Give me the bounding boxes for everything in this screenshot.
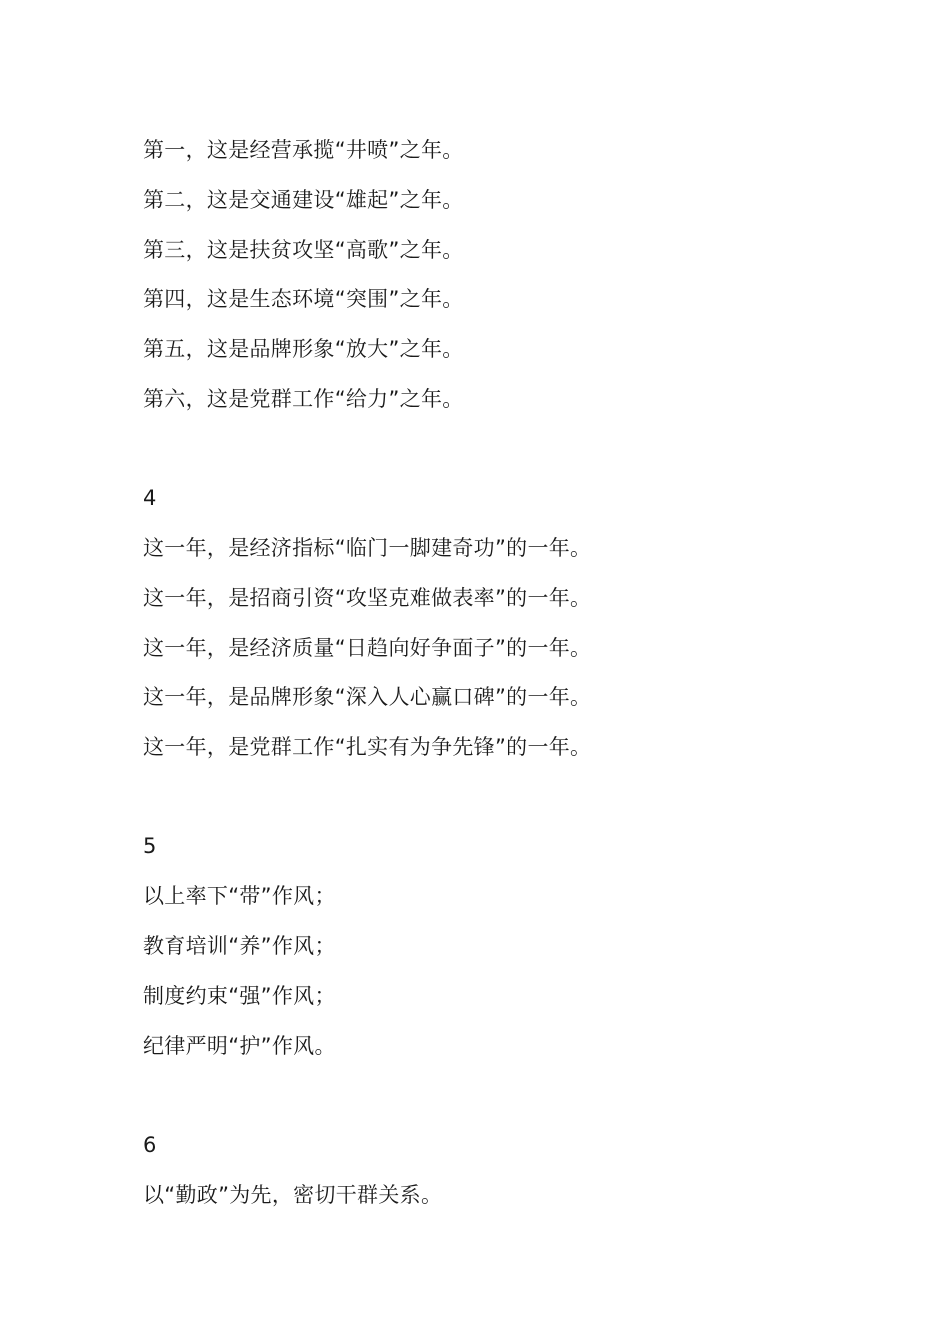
text-line: 这一年，是招商引资“攻坚克难做表率”的一年。 [143,586,592,610]
text-line: 第四，这是生态环境“突围”之年。 [143,287,464,311]
text-line: 第一，这是经营承揽“井喷”之年。 [143,138,464,162]
text-line: 这一年，是经济指标“临门一脚建奇功”的一年。 [143,536,592,560]
text-line: 第三，这是扶贫攻坚“高歌”之年。 [143,238,464,262]
text-line: 以上率下“带”作风； [143,884,336,908]
text-line: 以“勤政”为先，密切干群关系。 [143,1183,443,1207]
text-line: 教育培训“养”作风； [143,934,336,958]
text-line: 这一年，是品牌形象“深入人心赢口碑”的一年。 [143,685,592,709]
text-line: 制度约束“强”作风； [143,984,336,1008]
section-number: 6 [143,1133,157,1157]
text-line: 纪律严明“护”作风。 [143,1034,336,1058]
text-line: 第六，这是党群工作“给力”之年。 [143,387,464,411]
section-number: 5 [143,834,157,858]
section-number: 4 [143,486,157,510]
text-line: 这一年，是党群工作“扎实有为争先锋”的一年。 [143,735,592,759]
text-line: 第二，这是交通建设“雄起”之年。 [143,188,464,212]
text-line: 第五，这是品牌形象“放大”之年。 [143,337,464,361]
text-line: 这一年，是经济质量“日趋向好争面子”的一年。 [143,636,592,660]
